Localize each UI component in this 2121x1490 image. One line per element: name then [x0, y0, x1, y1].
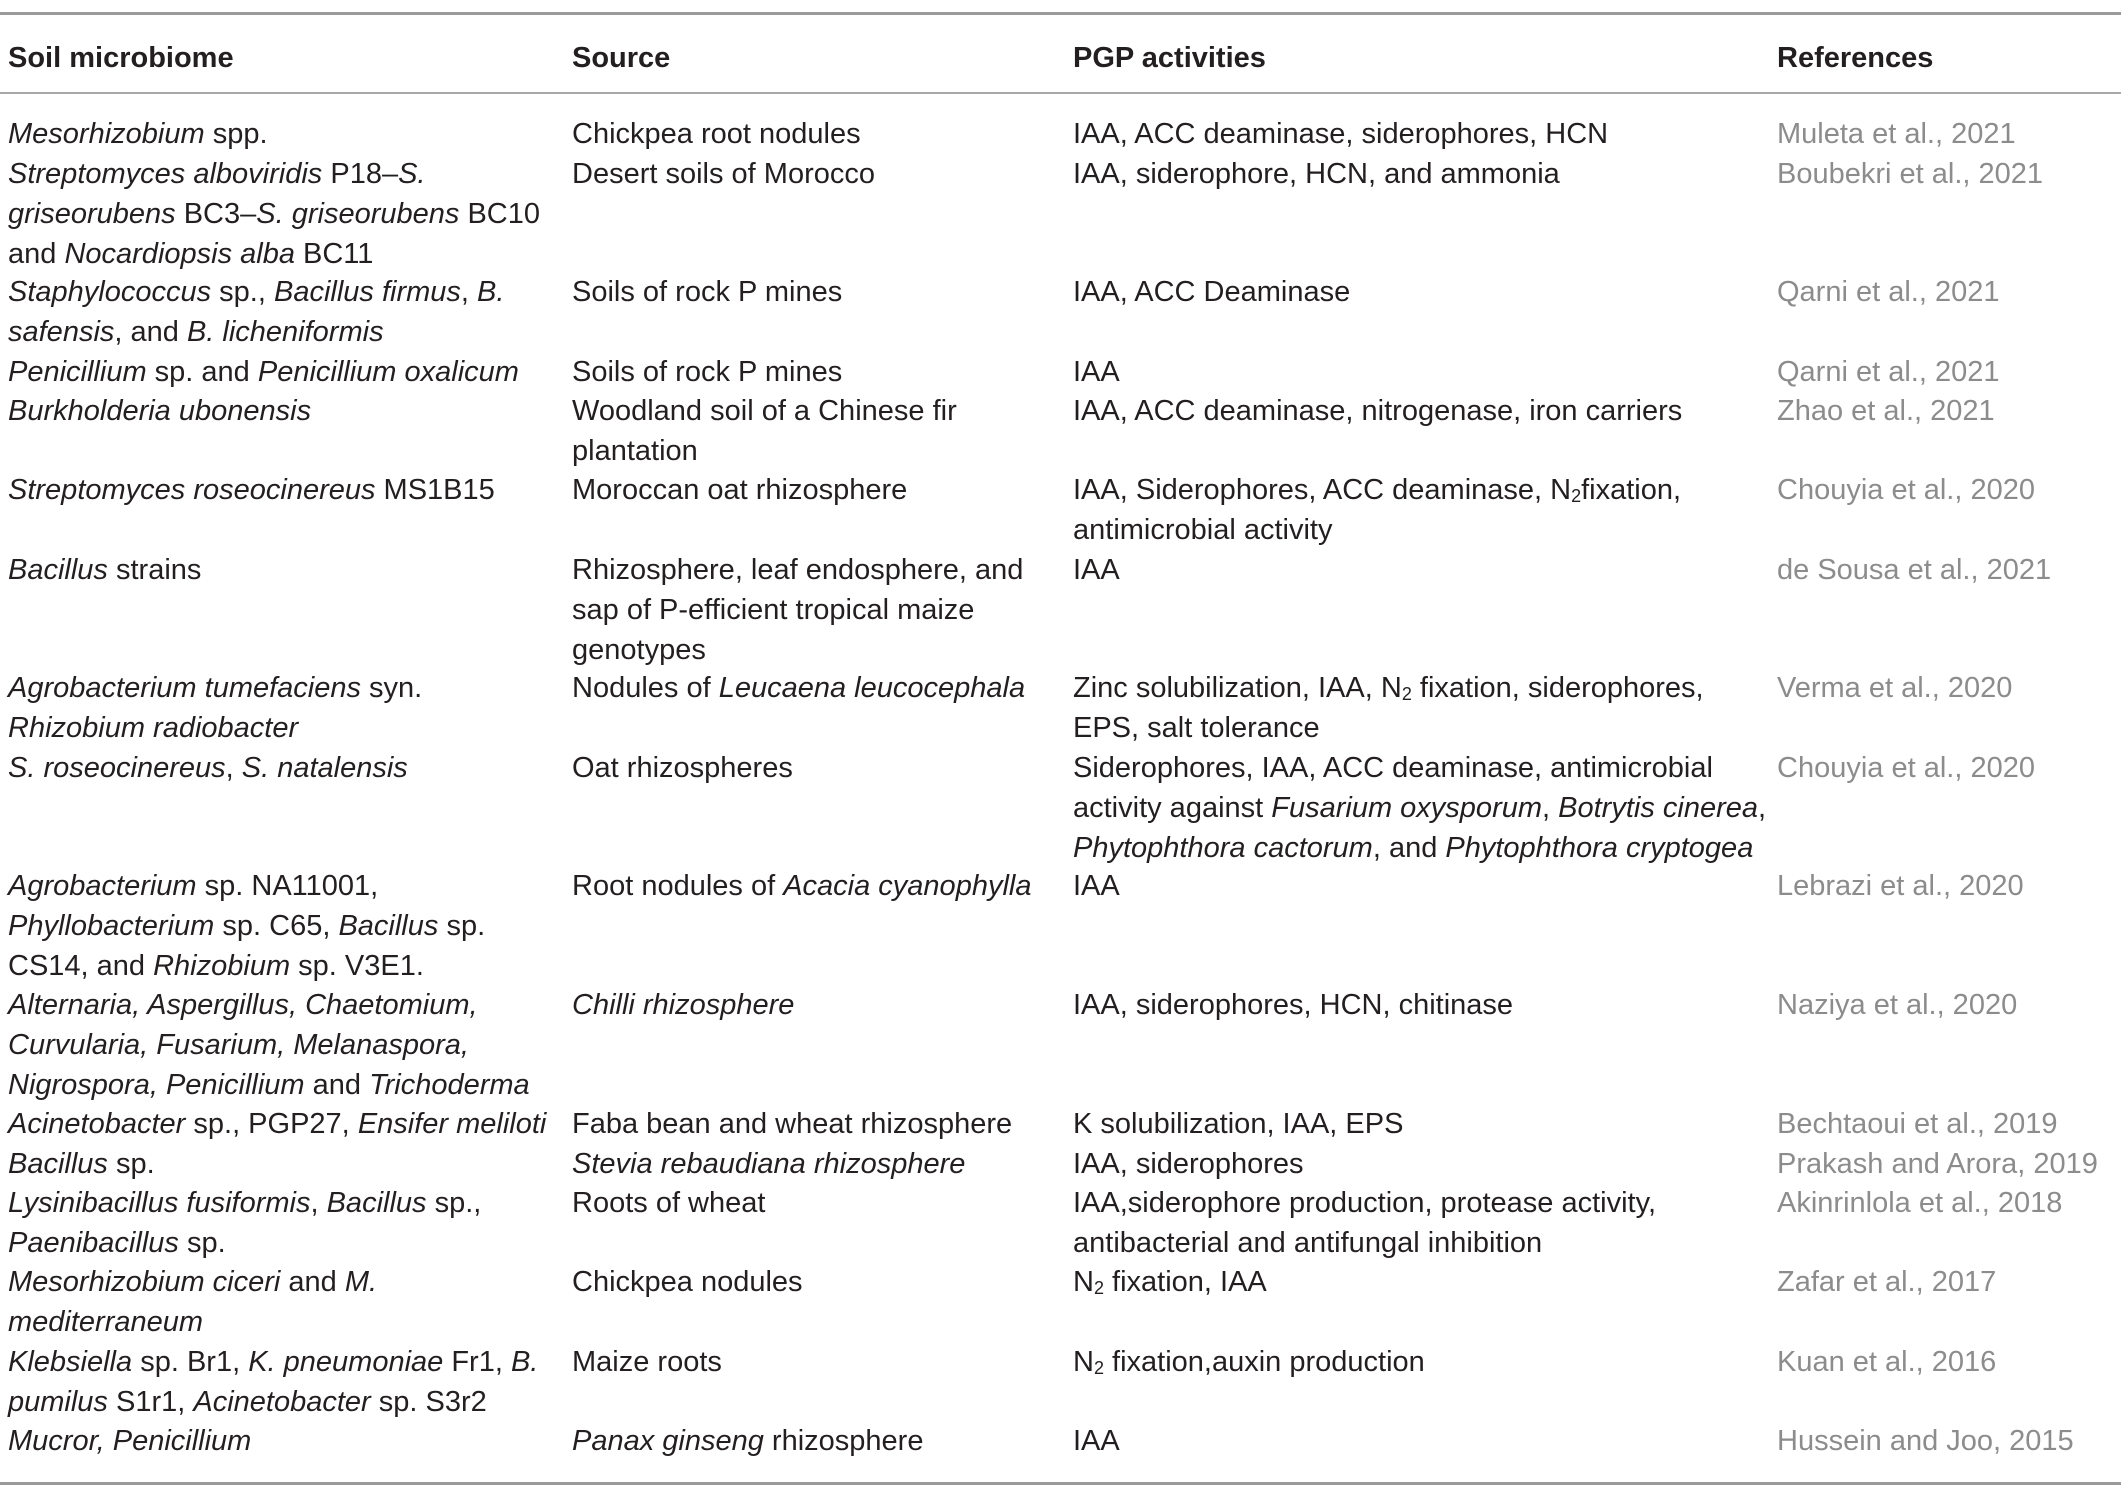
cell-source-line: genotypes	[572, 633, 706, 666]
cell-microbe	[8, 866, 485, 986]
cell-activity	[1073, 866, 1120, 906]
cell-activity-line: antibacterial and antifungal inhibition	[1073, 1227, 1543, 1260]
cell-activity-line: antimicrobial activity	[1073, 514, 1333, 547]
cell-source	[572, 1262, 803, 1302]
cell-source-line: Nodules of Leucaena leucocephala	[572, 672, 1026, 705]
cell-source	[572, 1144, 965, 1184]
cell-activity-line: IAA	[1073, 553, 1120, 586]
cell-activity	[1073, 352, 1120, 392]
cell-source	[572, 1421, 923, 1461]
cell-source-line: Woodland soil of a Chinese fir	[572, 395, 957, 428]
cell-microbe	[8, 1144, 155, 1184]
cell-microbe	[8, 1183, 481, 1263]
cell-activity-line: Siderophores, IAA, ACC deaminase, antimicrobial	[1073, 751, 1713, 784]
cell-reference[interactable]: Kuan et al., 2016	[1777, 1345, 1997, 1378]
cell-microbe	[8, 272, 504, 352]
cell-microbe-line: S. roseocinereus, S. natalensis	[8, 751, 408, 784]
cell-microbe	[8, 1342, 538, 1422]
cell-reference[interactable]: Zafar et al., 2017	[1777, 1266, 1997, 1299]
cell-microbe-line: Mesorhizobium spp.	[8, 118, 268, 150]
cell-microbe-line: Mucror, Penicillium	[8, 1424, 252, 1457]
cell-reference[interactable]: Verma et al., 2020	[1777, 672, 2013, 705]
cell-microbe-line: Agrobacterium tumefaciens syn.	[8, 672, 423, 705]
header-rule	[0, 92, 2121, 94]
cell-activity	[1073, 985, 1513, 1025]
cell-microbe-line: pumilus S1r1, Acinetobacter sp. S3r2	[8, 1385, 487, 1418]
header-source: Source	[572, 42, 671, 74]
cell-source-line: Soils of rock P mines	[572, 276, 843, 309]
cell-microbe-line: Penicillium sp. and Penicillium oxalicum	[8, 355, 519, 388]
cell-activity	[1073, 1262, 1267, 1302]
cell-microbe-line: griseorubens BC3–S. griseorubens BC10	[8, 197, 540, 230]
header-pgp-activities: PGP activities	[1073, 42, 1266, 74]
cell-source	[572, 114, 861, 154]
cell-microbe	[8, 1421, 251, 1461]
cell-source	[572, 550, 1023, 670]
cell-activity-line: IAA, ACC deaminase, siderophores, HCN	[1073, 118, 1609, 150]
cell-microbe-line: Lysinibacillus fusiformis, Bacillus sp.,	[8, 1187, 482, 1220]
cell-source-line: sap of P-efficient tropical maize	[572, 593, 975, 626]
cell-microbe	[8, 352, 519, 392]
cell-activity-line: $N_2$ fixation, IAA	[1073, 1266, 1267, 1299]
cell-source-line: Chickpea root nodules	[572, 118, 861, 150]
cell-activity-line: IAA	[1073, 355, 1120, 388]
cell-activity-line: K solubilization, IAA, EPS	[1073, 1108, 1404, 1140]
cell-activity	[1073, 114, 1608, 154]
cell-reference[interactable]: Bechtaoui et al., 2019	[1777, 1108, 2058, 1140]
cell-activity-line: $N_2$ fixation,auxin production	[1073, 1345, 1425, 1378]
cell-source-line: Chickpea nodules	[572, 1266, 803, 1299]
cell-activity-line: IAA, ACC deaminase, nitrogenase, iron carriers	[1073, 395, 1683, 428]
cell-source-line: Faba bean and wheat rhizosphere	[572, 1108, 1013, 1140]
cell-source-line: Root nodules of Acacia cyanophylla	[572, 870, 1032, 903]
cell-activity	[1073, 550, 1120, 590]
cell-source	[572, 470, 907, 510]
cell-activity-line: IAA, Siderophores, ACC deaminase, $N_2fixation$,	[1073, 474, 1682, 507]
cell-source	[572, 272, 842, 312]
cell-activity	[1073, 1342, 1425, 1382]
cell-activity-line: Phytophthora cactorum, and Phytophthora cryptogea	[1073, 831, 1754, 864]
cell-microbe	[8, 668, 422, 748]
cell-source-line: Soils of rock P mines	[572, 355, 843, 388]
cell-source-line: Roots of wheat	[572, 1187, 766, 1220]
cell-microbe-line: Bacillus sp.	[8, 1147, 155, 1180]
cell-reference[interactable]: Qarni et al., 2021	[1777, 276, 2000, 309]
cell-microbe-line: Phyllobacterium sp. C65, Bacillus sp.	[8, 910, 486, 943]
cell-microbe-line: Paenibacillus sp.	[8, 1227, 226, 1260]
cell-microbe-line: safensis, and B. licheniformis	[8, 316, 384, 349]
cell-microbe	[8, 154, 540, 274]
cell-reference[interactable]: Boubekri et al., 2021	[1777, 157, 2044, 190]
cell-source-line: Moroccan oat rhizosphere	[572, 474, 908, 507]
cell-activity	[1073, 1421, 1120, 1461]
cell-activity-line: Zinc solubilization, IAA, $N_2$ fixation, siderophores,	[1073, 672, 1704, 705]
cell-source-line: Maize roots	[572, 1345, 722, 1378]
cell-microbe-line: CS14, and Rhizobium sp. V3E1.	[8, 950, 424, 983]
cell-reference[interactable]: Muleta et al., 2021	[1777, 118, 2016, 150]
cell-activity	[1073, 391, 1682, 431]
cell-source	[572, 1183, 765, 1223]
cell-microbe-line: Rhizobium radiobacter	[8, 712, 299, 745]
cell-microbe-line: Curvularia, Fusarium, Melanaspora,	[8, 1029, 469, 1062]
cell-source	[572, 668, 1025, 708]
cell-microbe-line: Bacillus strains	[8, 553, 202, 586]
cell-source-line: Chilli rhizosphere	[572, 989, 795, 1022]
cell-activity	[1073, 154, 1560, 194]
cell-microbe-line: Nigrospora, Penicillium and Trichoderma	[8, 1069, 530, 1102]
cell-reference[interactable]: Akinrinlola et al., 2018	[1777, 1187, 2063, 1220]
cell-activity-line: IAA,siderophore production, protease activity,	[1073, 1187, 1657, 1220]
cell-activity	[1073, 1104, 1403, 1144]
cell-reference[interactable]: Chouyia et al., 2020	[1777, 474, 2035, 507]
cell-activity-line: activity against Fusarium oxysporum, Botrytis cinerea,	[1073, 791, 1767, 824]
cell-source	[572, 154, 875, 194]
cell-microbe-line: Mesorhizobium ciceri and M.	[8, 1266, 378, 1299]
table-bottom-rule	[0, 1482, 2121, 1485]
cell-activity-line: IAA	[1073, 1424, 1120, 1457]
cell-activity	[1073, 470, 1681, 550]
table-top-rule	[0, 12, 2121, 15]
cell-activity	[1073, 1144, 1304, 1184]
cell-microbe-line: Acinetobacter sp., PGP27, Ensifer meliloti	[8, 1108, 547, 1140]
cell-source-line: plantation	[572, 435, 698, 468]
cell-activity-line: IAA, siderophores, HCN, chitinase	[1073, 989, 1514, 1022]
cell-microbe-line: Streptomyces alboviridis P18–S.	[8, 157, 426, 190]
cell-microbe	[8, 114, 268, 154]
cell-activity-line: IAA, siderophore, HCN, and ammonia	[1073, 157, 1560, 190]
cell-source-line: Oat rhizospheres	[572, 751, 793, 784]
cell-microbe-line: mediterraneum	[8, 1306, 204, 1339]
cell-source	[572, 1342, 722, 1382]
cell-microbe	[8, 1104, 546, 1144]
cell-reference[interactable]: Naziya et al., 2020	[1777, 989, 2018, 1022]
cell-source	[572, 1104, 1012, 1144]
cell-activity	[1073, 748, 1766, 868]
cell-reference[interactable]: Lebrazi et al., 2020	[1777, 870, 2024, 903]
cell-activity-line: EPS, salt tolerance	[1073, 712, 1320, 745]
cell-microbe	[8, 550, 201, 590]
header-soil-microbiome: Soil microbiome	[8, 42, 234, 74]
cell-source-line: Stevia rebaudiana rhizosphere	[572, 1147, 966, 1180]
cell-activity	[1073, 668, 1704, 748]
cell-source	[572, 352, 842, 392]
cell-microbe-line: Burkholderia ubonensis	[8, 395, 312, 428]
cell-microbe	[8, 470, 495, 510]
cell-reference[interactable]: Zhao et al., 2021	[1777, 395, 1995, 428]
cell-source-line: Panax ginseng rhizosphere	[572, 1424, 924, 1457]
cell-reference[interactable]: Prakash and Arora, 2019	[1777, 1147, 2098, 1180]
cell-activity-line: IAA	[1073, 870, 1120, 903]
cell-microbe-line: Alternaria, Aspergillus, Chaetomium,	[8, 989, 478, 1022]
header-references: References	[1777, 42, 1934, 74]
cell-microbe-line: and Nocardiopsis alba BC11	[8, 237, 374, 270]
cell-microbe	[8, 391, 311, 431]
cell-activity	[1073, 1183, 1656, 1263]
cell-microbe-line: Agrobacterium sp. NA11001,	[8, 870, 379, 903]
cell-microbe	[8, 748, 408, 788]
cell-source	[572, 748, 793, 788]
cell-activity-line: IAA, siderophores	[1073, 1147, 1304, 1180]
cell-source	[572, 866, 1031, 906]
cell-reference[interactable]: Hussein and Joo, 2015	[1777, 1424, 2074, 1457]
cell-reference[interactable]: Qarni et al., 2021	[1777, 355, 2000, 388]
cell-source-line: Desert soils of Morocco	[572, 157, 875, 190]
cell-reference[interactable]: Chouyia et al., 2020	[1777, 751, 2035, 784]
cell-activity-line: IAA, ACC Deaminase	[1073, 276, 1351, 309]
cell-microbe	[8, 1262, 377, 1342]
cell-activity	[1073, 272, 1350, 312]
cell-source	[572, 985, 794, 1025]
cell-source-line: Rhizosphere, leaf endosphere, and	[572, 553, 1024, 586]
cell-microbe-line: Klebsiella sp. Br1, K. pneumoniae Fr1, B.	[8, 1345, 539, 1378]
cell-microbe-line: Streptomyces roseocinereus MS1B15	[8, 474, 495, 507]
cell-microbe-line: Staphylococcus sp., Bacillus firmus, B.	[8, 276, 505, 309]
cell-reference[interactable]: de Sousa et al., 2021	[1777, 553, 2052, 586]
cell-source	[572, 391, 957, 471]
cell-microbe	[8, 985, 530, 1105]
